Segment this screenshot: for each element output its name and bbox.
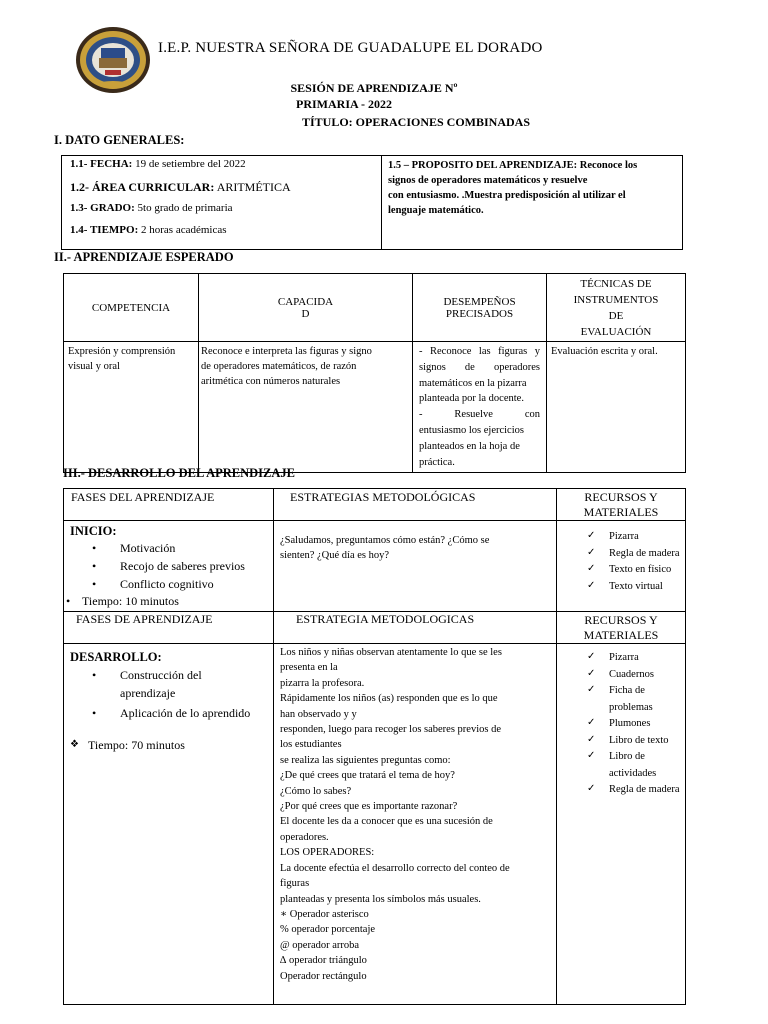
inicio-strategy-cell xyxy=(274,521,557,612)
col-fases: FASES DEL APRENDIZAJE xyxy=(64,489,274,521)
strategy-line: pizarra la profesora. xyxy=(280,677,365,689)
inicio-list xyxy=(70,539,267,593)
area-value: ARITMÉTICA xyxy=(216,180,291,194)
desempenos-line: matemáticos en la pizarra xyxy=(419,377,527,389)
session-title: TÍTULO: OPERACIONES COMBINADAS xyxy=(301,115,531,129)
capacidad-line: aritmética con números naturales xyxy=(201,376,341,387)
competencia-line: visual y oral xyxy=(68,361,120,372)
inicio-tiempo-text: Tiempo: 10 minutos xyxy=(82,594,179,608)
development-table xyxy=(63,488,686,1005)
grado-label: 1.3- GRADO: xyxy=(70,202,135,214)
col-recursos-line: RECURSOS Y xyxy=(584,490,658,504)
competencia-line: Expresión y comprensión xyxy=(68,346,176,357)
col-tecnicas-line: DE xyxy=(608,309,624,322)
inicio-resources-cell xyxy=(557,521,686,612)
general-data-left-cell xyxy=(62,156,382,250)
desempenos-line: práctica. xyxy=(419,456,455,468)
list-item: • Recojo de saberes previos xyxy=(70,557,267,575)
col-recursos-line: MATERIALES xyxy=(583,628,659,642)
list-item: • Motivación xyxy=(70,539,267,557)
col-estrategias-2: ESTRATEGIA METODOLOGICAS xyxy=(274,612,557,644)
list-item: ✓ Libro de actividades xyxy=(557,749,685,782)
desarrollo-list xyxy=(70,666,267,722)
col-capacidad-line: D xyxy=(301,307,310,320)
col-capacidad-line: CAPACIDA xyxy=(277,295,334,308)
col-tecnicas xyxy=(547,274,686,342)
strategy-line: planteadas y presenta los símbolos más usuales. xyxy=(280,893,481,905)
inicio-title: INICIO: xyxy=(70,524,117,538)
expected-learning-table xyxy=(63,273,686,473)
col-competencia: COMPETENCIA xyxy=(64,274,199,342)
list-item: ✓ Libro de texto xyxy=(557,733,685,750)
desempenos-line: planteados en la hoja de xyxy=(419,440,520,452)
list-item xyxy=(70,666,267,702)
fecha-value: 19 de setiembre del 2022 xyxy=(135,158,246,170)
strategy-line: El docente les da a conocer que es una sucesión de xyxy=(280,816,493,828)
tecnicas-cell: Evaluación escrita y oral. xyxy=(547,342,686,473)
list-item: ✓ Texto en físico xyxy=(557,562,685,579)
col-tecnicas-line: TÉCNICAS DE xyxy=(580,277,652,290)
proposito-line: con entusiasmo. .Muestra predisposición al utilizar el xyxy=(388,190,626,201)
session-number: SESIÓN DE APRENDIZAJE Nº xyxy=(290,81,458,95)
strategy-line: ¿Saludamos, preguntamos cómo están? ¿Cómo se xyxy=(280,535,490,546)
strategy-line: ¿Por qué crees que es importante razonar? xyxy=(280,801,458,813)
school-name: I.E.P. NUESTRA SEÑORA DE GUADALUPE EL DORADO xyxy=(158,40,543,56)
list-item-line: aprendizaje xyxy=(120,686,176,700)
desempenos-line: signos de operadores xyxy=(419,361,540,373)
list-item: ✓ Texto virtual xyxy=(557,579,685,596)
proposito-cell xyxy=(382,156,683,250)
general-data-table xyxy=(61,155,683,250)
desarrollo-tiempo xyxy=(64,738,267,753)
list-item: ✓ Regla de madera xyxy=(557,782,685,799)
col-tecnicas-line: INSTRUMENTOS xyxy=(573,293,659,306)
tiempo-label: 1.4- TIEMPO: xyxy=(70,224,139,236)
strategy-line: ¿Cómo lo sabes? xyxy=(280,785,352,797)
list-item: • Aplicación de lo aprendido xyxy=(70,704,267,722)
inicio-tiempo xyxy=(64,593,267,609)
proposito-line: lenguaje matemático. xyxy=(388,205,484,216)
list-item: ✓ Plumones xyxy=(557,716,685,733)
strategy-line: se realiza las siguientes preguntas como: xyxy=(280,754,451,766)
strategy-line: Rápidamente los niños (as) responden que es lo que xyxy=(280,693,498,705)
strategy-line: ∗ Operador asterisco xyxy=(280,908,369,920)
capacidad-cell xyxy=(199,342,413,473)
col-fases-2: FASES DE APRENDIZAJE xyxy=(64,612,274,644)
col-recursos xyxy=(557,489,686,521)
strategy-line: los estudiantes xyxy=(280,739,342,751)
col-recursos-line: MATERIALES xyxy=(583,505,659,519)
section-expected-heading: II.- APRENDIZAJE ESPERADO xyxy=(54,250,234,264)
strategy-line: Operador rectángulo xyxy=(280,970,367,982)
proposito-line: signos de operadores matemáticos y resuelve xyxy=(388,175,588,186)
desarrollo-cell xyxy=(64,644,274,1005)
list-item-line: • Construcción del xyxy=(120,668,202,682)
fecha-label: 1.1- FECHA: xyxy=(70,158,133,170)
section-development-heading: III.- DESARROLLO DEL APRENDIZAJE xyxy=(63,466,295,480)
strategy-line: figuras xyxy=(280,878,310,890)
desempenos-line: - Resuelve con xyxy=(419,409,540,421)
col-desempenos-line: DESEMPEÑOS xyxy=(443,295,516,308)
proposito-line: 1.5 – PROPOSITO DEL APRENDIZAJE: Reconoce los xyxy=(388,160,638,171)
list-item: ✓ Pizarra xyxy=(557,650,685,667)
capacidad-line: Reconoce e interpreta las figuras y signo xyxy=(201,346,372,357)
session-level: PRIMARIA - 2022 xyxy=(296,97,392,111)
list-item: • Conflicto cognitivo xyxy=(70,575,267,593)
desarrollo-title: DESARROLLO: xyxy=(70,650,162,664)
col-tecnicas-line: EVALUACIÓN xyxy=(580,325,652,338)
desarrollo-strategy-cell xyxy=(274,644,557,1005)
strategy-line: operadores. xyxy=(280,831,329,843)
strategy-line: presenta en la xyxy=(280,662,338,674)
strategy-line: sienten? ¿Qué día es hoy? xyxy=(280,550,390,562)
col-capacidad xyxy=(199,274,413,342)
strategy-line: LOS OPERADORES: xyxy=(280,847,375,859)
diamond-bullet-icon: ❖ xyxy=(70,739,79,750)
col-recursos-2 xyxy=(557,612,686,644)
list-item: ✓ Ficha de problemas xyxy=(557,683,685,716)
area-label: 1.2- ÁREA CURRICULAR: xyxy=(70,180,215,194)
desempenos-line: - Reconoce las figuras y xyxy=(419,346,540,357)
inicio-resources-list xyxy=(557,529,685,595)
strategy-line: @ operador arroba xyxy=(280,939,360,951)
grado-value: 5to grado de primaria xyxy=(137,202,233,214)
strategy-line: ¿De qué crees que tratará el tema de hoy? xyxy=(280,770,455,782)
col-estrategias: ESTRATEGIAS METODOLÓGICAS xyxy=(274,489,557,521)
col-desempenos xyxy=(413,274,547,342)
desarrollo-resources-list xyxy=(557,650,685,799)
strategy-line: Los niños y niñas observan atentamente lo que se les xyxy=(280,647,502,658)
desarrollo-resources-cell xyxy=(557,644,686,1005)
tiempo-value: 2 horas académicas xyxy=(141,224,227,236)
desarrollo-tiempo-text: Tiempo: 70 minutos xyxy=(88,738,185,752)
competencia-cell xyxy=(64,342,199,473)
capacidad-line: de operadores matemáticos, de razón xyxy=(201,361,357,372)
list-item: ✓ Cuadernos xyxy=(557,667,685,684)
bullet-icon: • xyxy=(66,594,71,608)
desempenos-cell xyxy=(413,342,547,473)
desempenos-line: entusiasmo los ejercicios xyxy=(419,424,524,436)
strategy-line: La docente efectúa el desarrollo correcto del conteo de xyxy=(280,862,510,874)
col-recursos-line: RECURSOS Y xyxy=(584,613,658,627)
list-item: ✓ Regla de madera xyxy=(557,546,685,563)
col-desempenos-line: PRECISADOS xyxy=(445,307,514,320)
strategy-line: ∆ operador triángulo xyxy=(280,955,367,967)
strategy-line: responden, luego para recoger los saberes previos de xyxy=(280,724,501,736)
strategy-line: han observado y y xyxy=(280,708,357,720)
inicio-cell xyxy=(64,521,274,612)
desempenos-line: planteada por la docente. xyxy=(419,393,524,405)
section-general-heading: I. DATO GENERALES: xyxy=(54,133,185,147)
strategy-line: % operador porcentaje xyxy=(280,924,376,936)
list-item: ✓ Pizarra xyxy=(557,529,685,546)
